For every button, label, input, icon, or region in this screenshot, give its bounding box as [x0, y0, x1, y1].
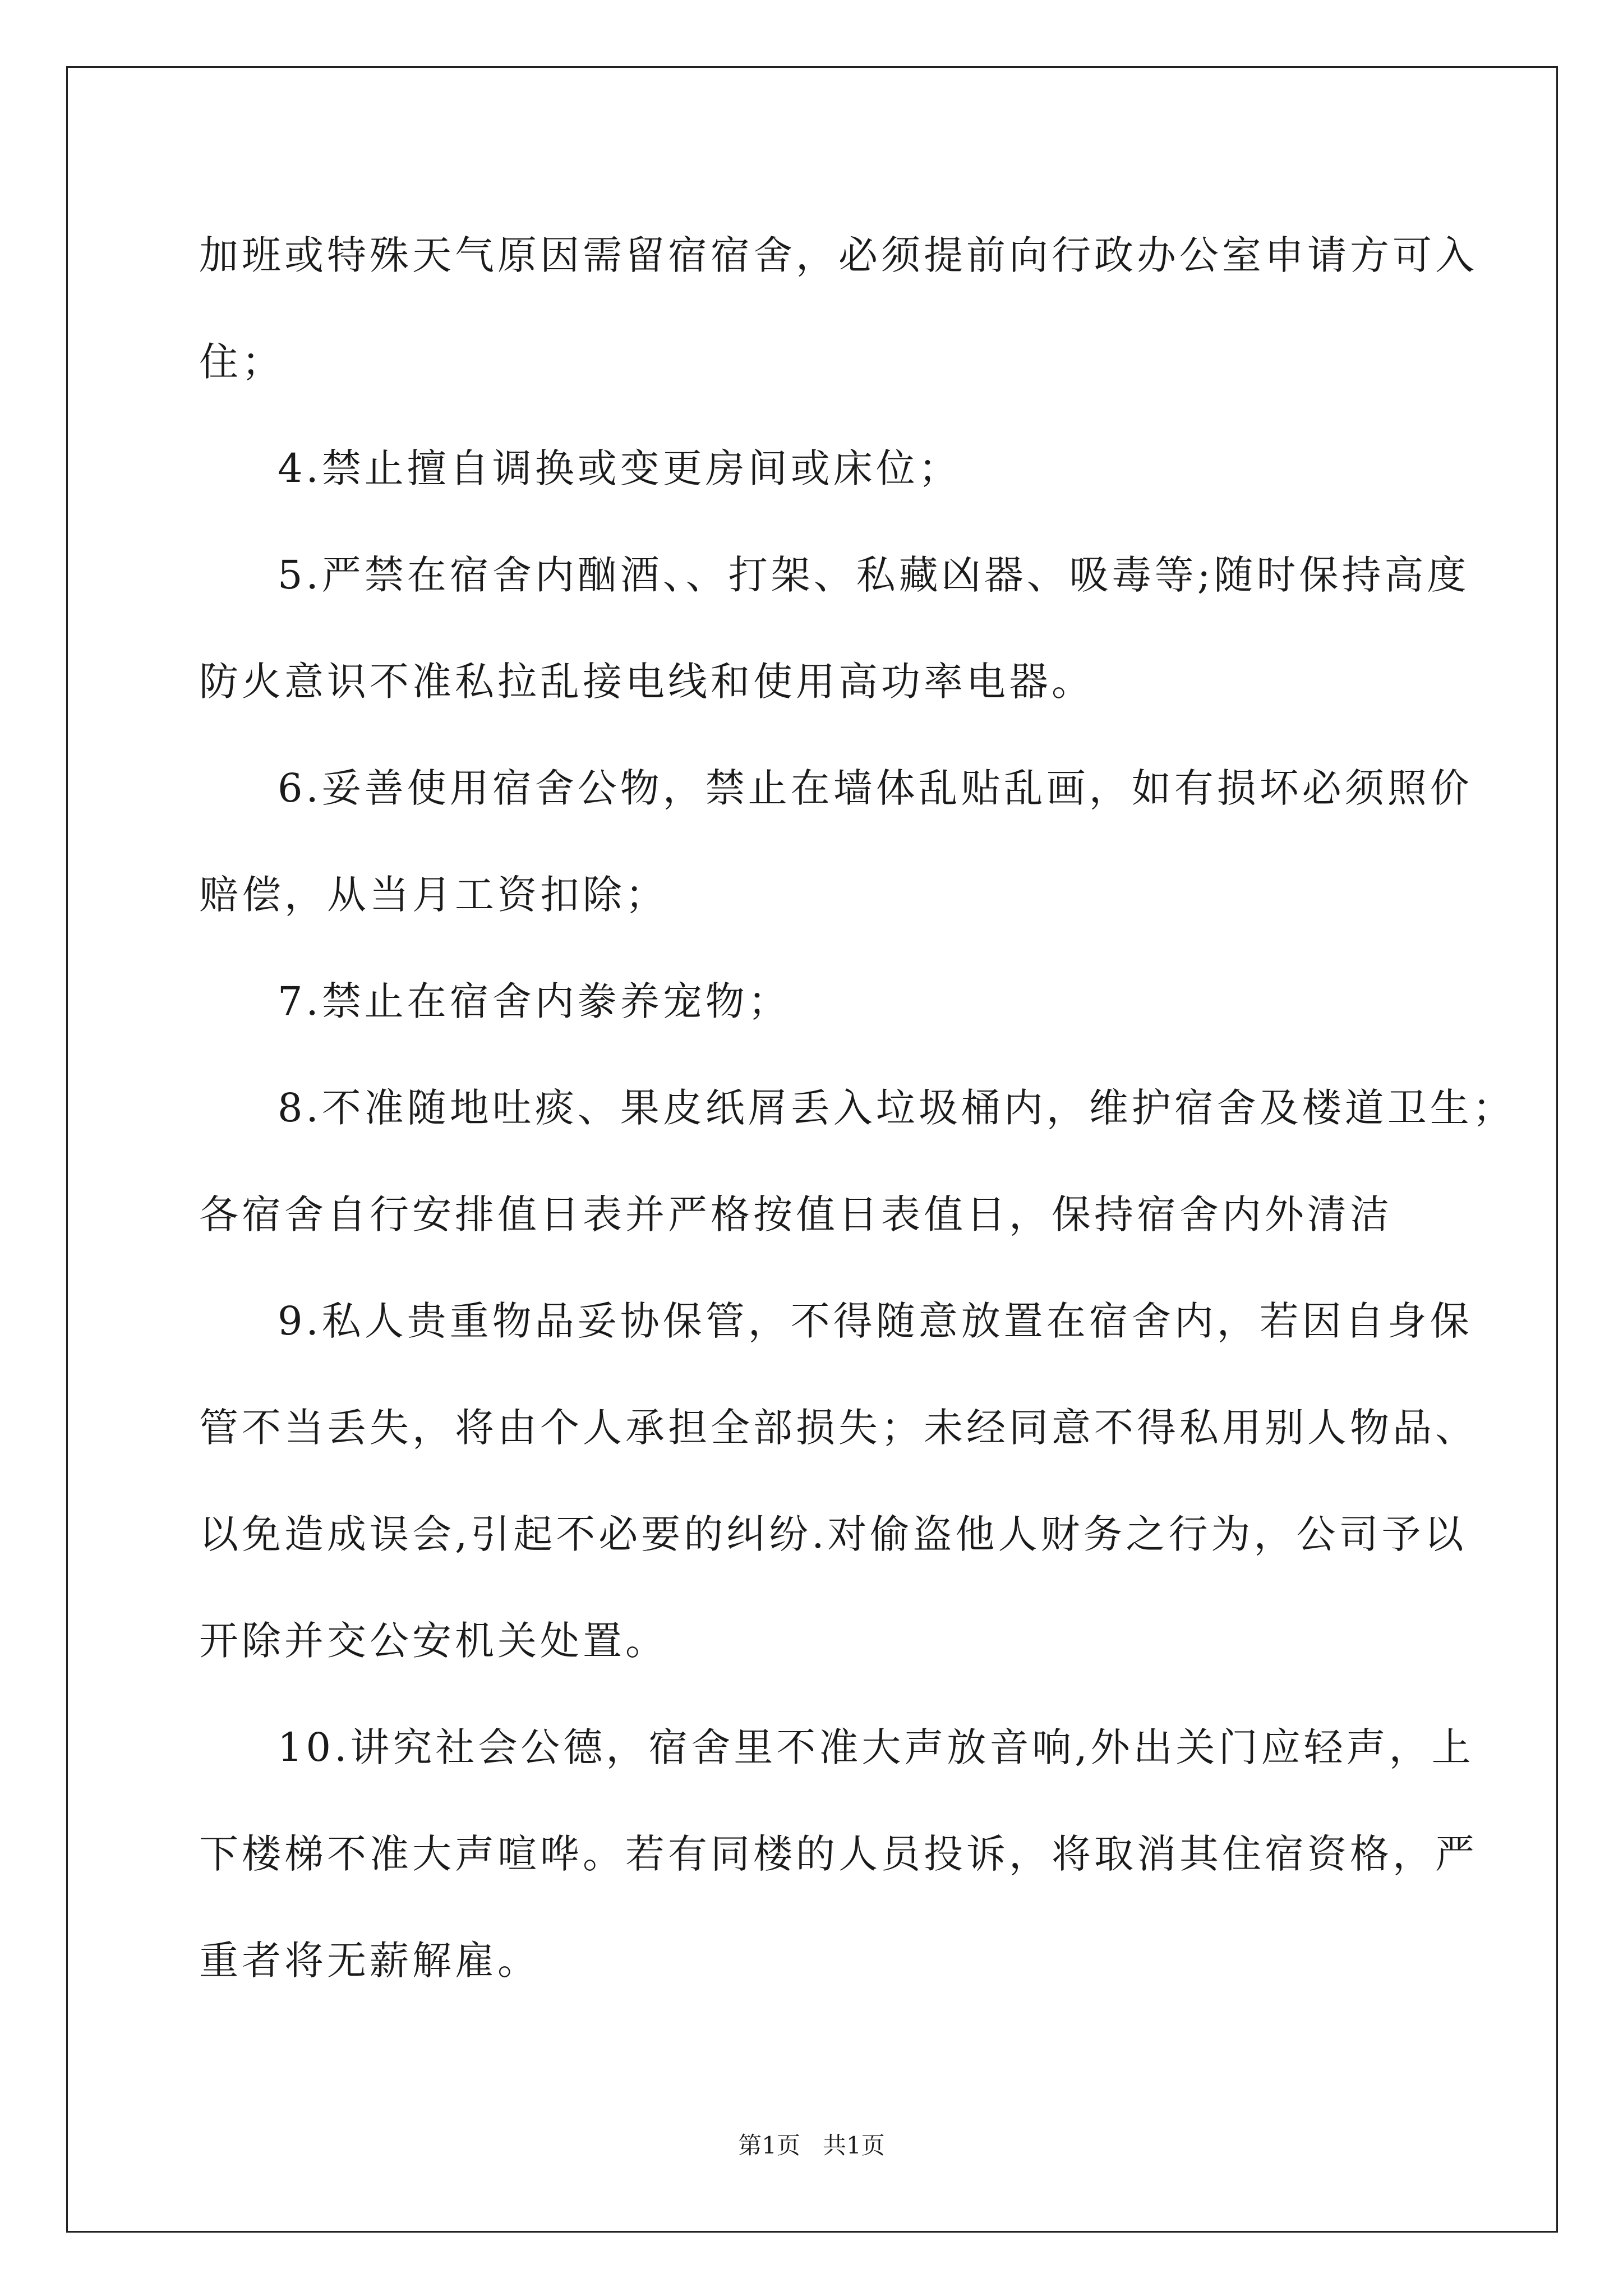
text-line: 加班或特殊天气原因需留宿宿舍，必须提前向行政办公室申请方可入: [199, 232, 1478, 278]
text-line: 10.讲究社会公德，宿舍里不准大声放音响,外出关门应轻声，上: [278, 1724, 1474, 1770]
text-line: 管不当丢失，将由个人承担全部损失；未经同意不得私用别人物品、: [199, 1405, 1478, 1451]
text-line: 7.禁止在宿舍内豢养宠物；: [278, 978, 791, 1024]
document-body: [199, 202, 1515, 2014]
text-line: 住；: [199, 339, 284, 385]
text-line: 5.严禁在宿舍内酗酒、、打架、私藏凶器、吸毒等;随时保持高度: [278, 552, 1470, 598]
page-footer: 第1页 共1页: [738, 2132, 885, 2159]
text-line: 以免造成误会,引起不必要的纠纷.对偷盗他人财务之行为，公司予以: [199, 1511, 1467, 1557]
text-line: 各宿舍自行安排值日表并严格按值日表值日，保持宿舍内外清洁: [199, 1191, 1393, 1237]
text-line: 赔偿，从当月工资扣除；: [199, 872, 668, 918]
text-line: 8.不准随地吐痰、果皮纸屑丢入垃圾桶内，维护宿舍及楼道卫生；: [278, 1085, 1515, 1131]
text-line: 开除并交公安机关处置。: [199, 1618, 668, 1664]
text-line: 下楼梯不准大声喧哗。若有同楼的人员投诉，将取消其住宿资格，严: [199, 1831, 1478, 1877]
text-line: 重者将无薪解雇。: [199, 1938, 540, 1984]
text-line: 4.禁止擅自调换或变更房间或床位；: [278, 445, 961, 491]
text-line: 6.妥善使用宿舍公物，禁止在墙体乱贴乱画，如有损坏必须照价: [278, 765, 1473, 811]
text-line: 防火意识不准私拉乱接电线和使用高功率电器。: [199, 659, 1094, 705]
text-line: 9.私人贵重物品妥协保管，不得随意放置在宿舍内，若因自身保: [278, 1298, 1473, 1344]
